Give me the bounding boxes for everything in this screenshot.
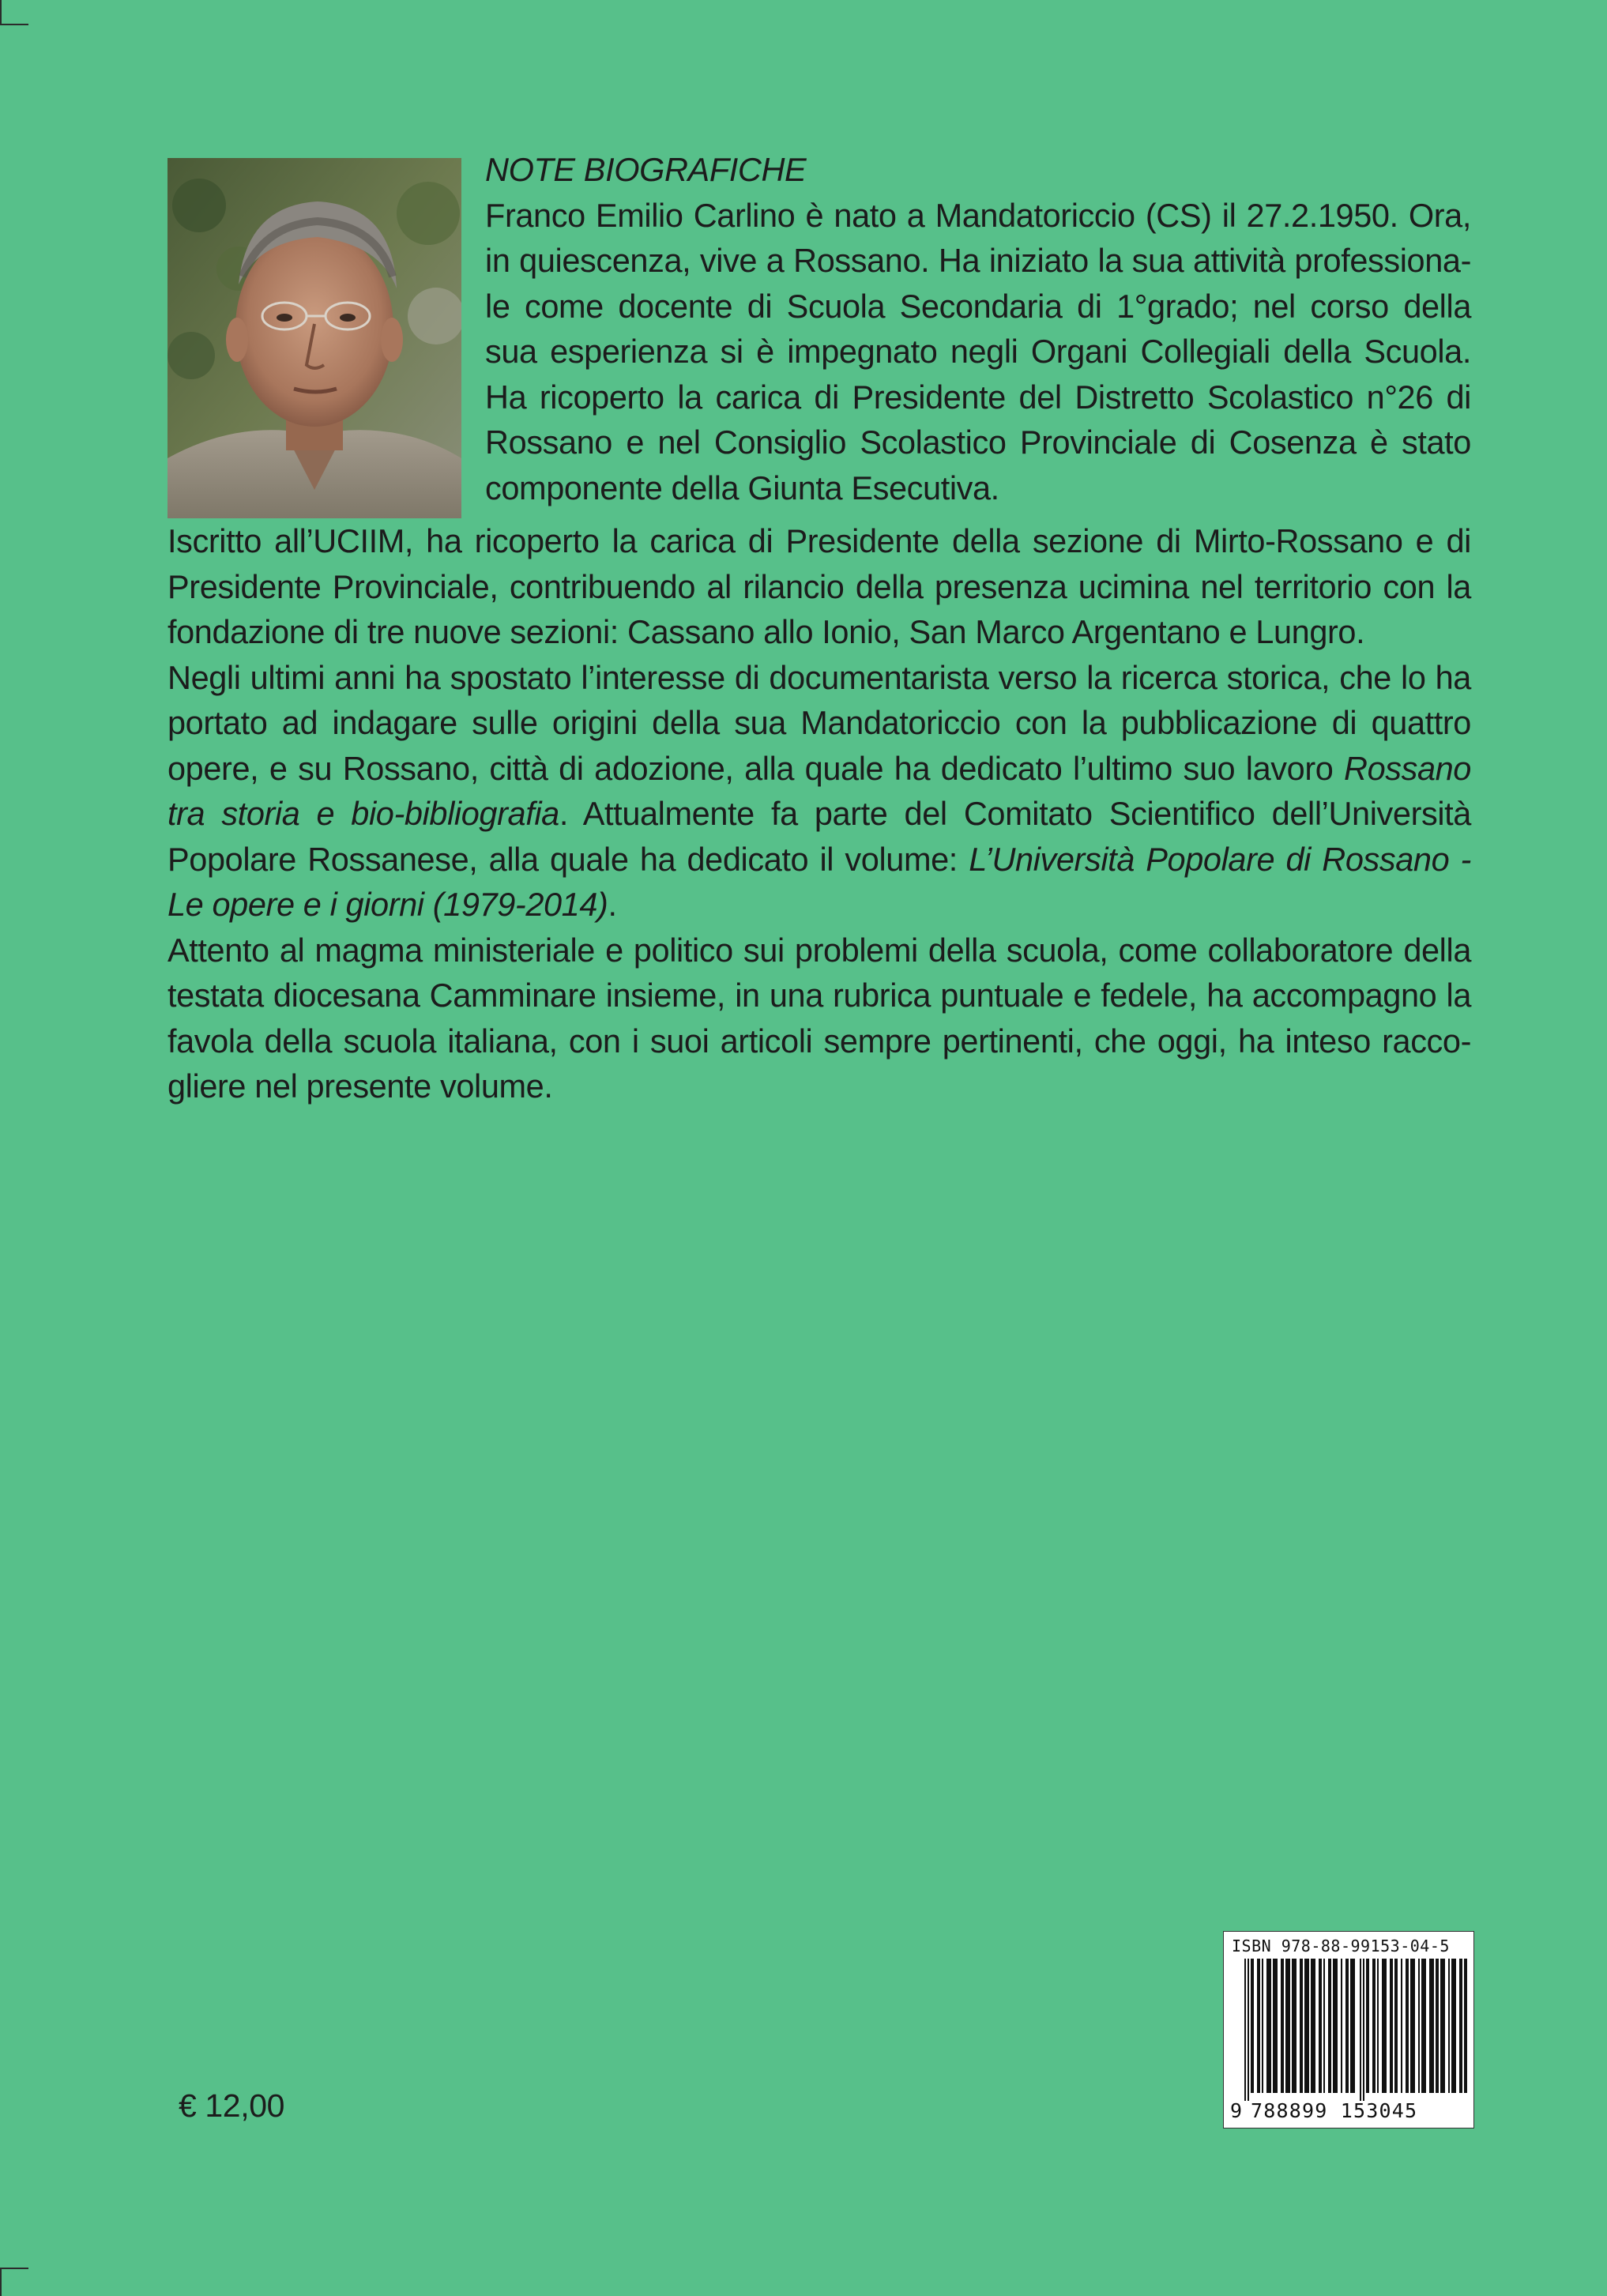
barcode-bar xyxy=(1436,1959,1439,2093)
crop-mark xyxy=(0,2268,28,2269)
bio-paragraph-3 xyxy=(167,655,1471,928)
barcode-bar xyxy=(1281,1959,1284,2093)
ean-first-digit: 9 xyxy=(1230,2099,1243,2122)
barcode-bar xyxy=(1350,1959,1355,2093)
barcode-bar xyxy=(1333,1959,1338,2093)
book-title-rossano: Rossano tra storia e bio-bibliografia xyxy=(167,749,1471,832)
barcode-bar xyxy=(1311,1959,1315,2093)
bio-paragraph-1: Franco Emilio Carlino è nato a Mandatoriccio (CS) il 27.2.1950. Ora, in quiescenza, vive a Rossano. Ha iniziato la sua attività professiona-le come docente di Scuola Secondaria di 1°grado; nel corso della sua esperienza si è impegnato negli Organi Collegiali della Scuola. Ha ricoperto la carica di Presidente del Distretto Scolastico n°26 di Rossano e nel Consiglio Scolastico Provinciale di Cosenza è stato componente della Giunta Esecutiva. xyxy=(485,196,1471,506)
barcode-bar xyxy=(1451,1959,1456,2093)
barcode-bar xyxy=(1345,1959,1349,2093)
barcode-bar xyxy=(1285,1959,1290,2093)
barcode-bar xyxy=(1429,1959,1434,2093)
barcode-bar xyxy=(1323,1959,1325,2093)
barcode-bar xyxy=(1421,1959,1426,2093)
barcode-bar xyxy=(1401,1959,1402,2093)
barcode-bar xyxy=(1341,1959,1342,2093)
barcode-bar xyxy=(1273,1959,1278,2093)
isbn-label: ISBN 978-88-99153-04-5 xyxy=(1232,1937,1450,1955)
barcode-bar xyxy=(1319,1959,1322,2093)
barcode-bar xyxy=(1366,1959,1369,2093)
barcode-bar xyxy=(1410,1959,1415,2093)
barcode-bar xyxy=(1372,1959,1376,2093)
crop-mark xyxy=(0,24,28,25)
barcode-bar xyxy=(1300,1959,1303,2093)
crop-mark xyxy=(0,2268,2,2296)
barcode-bar xyxy=(1448,1959,1450,2093)
book-title-universita: L’Università Popolare di Rossano - Le opere e i giorni (1979-2014) xyxy=(167,840,1471,923)
isbn-barcode xyxy=(1223,1931,1474,2129)
barcode-bar xyxy=(1304,1959,1309,2093)
ean-digits: 788899 153045 xyxy=(1251,2099,1418,2122)
price-label: € 12,00 xyxy=(179,2087,284,2124)
barcode-bar xyxy=(1251,1959,1254,2093)
biography-text-block xyxy=(167,147,1471,1109)
bio-paragraph-2: Iscritto all’UCIIM, ha ricoperto la carica di Presidente della sezione di Mirto-Rossano e di Presidente Provinciale, contribuendo al rilancio della presenza ucimina nel territorio con la fondazione di tre nuove sezioni: Cassano allo Ionio, San Marco Argentano e Lungro. xyxy=(167,522,1471,650)
crop-mark xyxy=(0,0,2,24)
bio-paragraph-3-text: . xyxy=(608,886,617,923)
barcode-bar xyxy=(1266,1959,1271,2093)
barcode-bar xyxy=(1328,1959,1331,2093)
barcode-bar xyxy=(1360,1959,1361,2101)
barcode-bar xyxy=(1257,1959,1260,2093)
section-heading: NOTE BIOGRAFICHE xyxy=(485,151,807,188)
barcode-bar xyxy=(1406,1959,1409,2093)
barcode-bar xyxy=(1418,1959,1420,2093)
barcode-bar xyxy=(1459,1959,1462,2093)
barcode-bar xyxy=(1248,1959,1249,2101)
barcode-bar xyxy=(1363,1959,1364,2101)
barcode-bar xyxy=(1390,1959,1393,2093)
barcode-bar xyxy=(1292,1959,1297,2093)
barcode-bar xyxy=(1244,1959,1246,2101)
bio-paragraph-4: Attento al magma ministeriale e politico sui problemi della scuola, come collaboratore della testata diocesana Camminare insieme, in una rubrica puntuale e fedele, ha accompagno la favola della scuola italiana, con i suoi articoli sempre pertinenti, che oggi, ha inteso racco-gliere nel presente volume. xyxy=(167,931,1471,1105)
barcode-bars xyxy=(1230,1959,1467,2101)
barcode-bar xyxy=(1262,1959,1263,2093)
bio-paragraph-3-text: . Attualmente fa parte del Comitato Scientifico dell’Università Popolare Rossanese, alla quale ha dedicato il volume: xyxy=(167,795,1471,878)
barcode-bar xyxy=(1440,1959,1445,2093)
barcode-bar xyxy=(1382,1959,1387,2093)
author-portrait xyxy=(167,158,461,518)
barcode-bar xyxy=(1377,1959,1379,2093)
barcode-bar xyxy=(1464,1959,1467,2093)
bio-paragraph-3-text: Negli ultimi anni ha spostato l’interesse di documentarista verso la ricerca storica, che lo ha portato ad indagare sulle origini della sua Mandatoriccio con la pubblicazione di quattro opere, e su Rossano, città di adozione, alla quale ha dedicato l’ultimo suo lavoro xyxy=(167,658,1471,787)
barcode-bar xyxy=(1394,1959,1398,2093)
